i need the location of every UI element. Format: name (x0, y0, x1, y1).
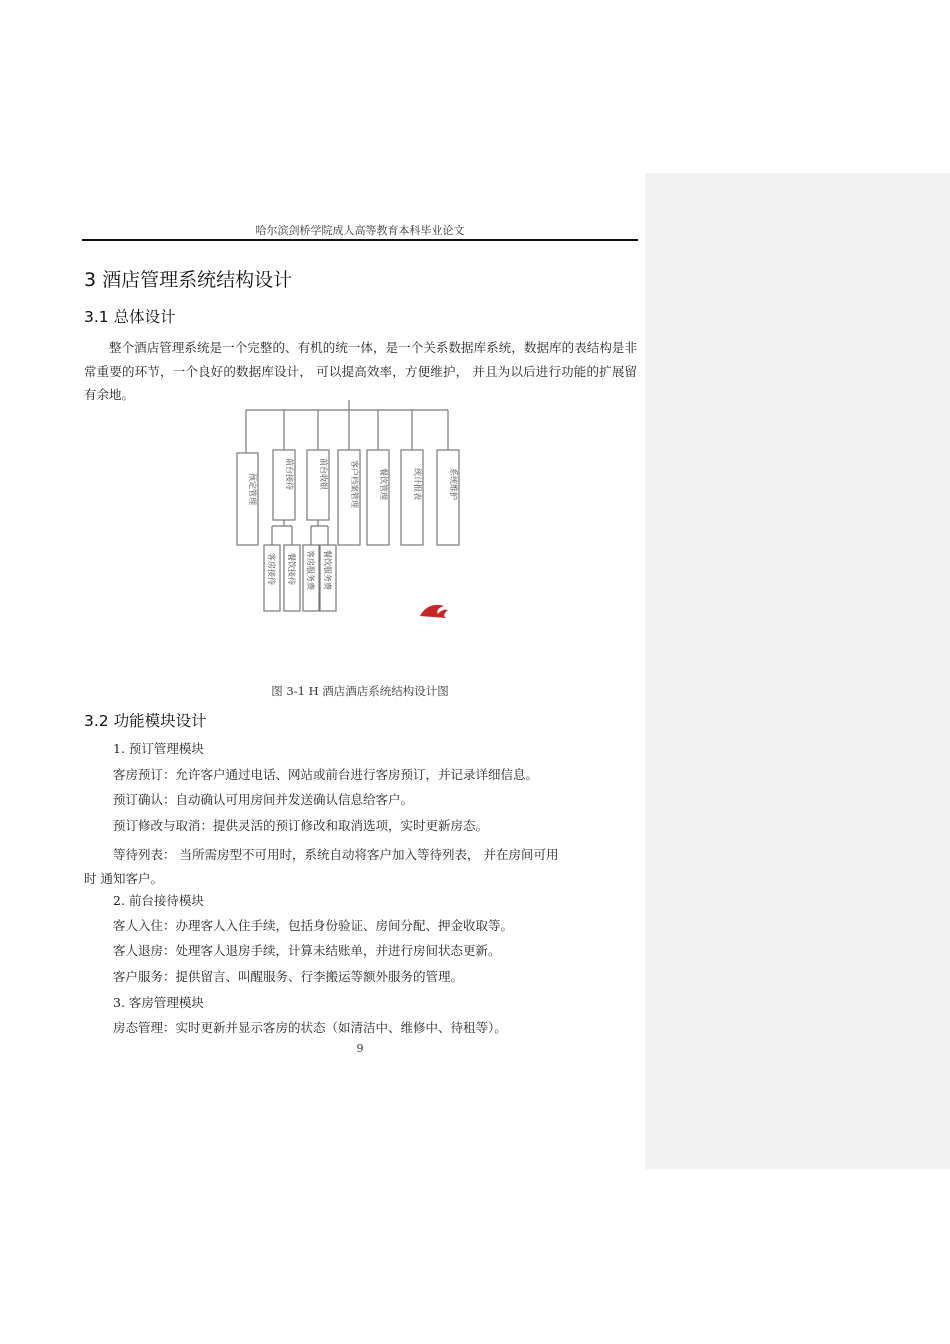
red-flame-watermark (420, 605, 448, 618)
item-title-booking: 1. 预订管理模块 (113, 741, 204, 756)
comment-pane (645, 173, 950, 1169)
text-line: 客房预订：允许客户通过电话、网站或前台进行客房预订，并记录详细信息。 (113, 767, 539, 782)
text-line: 客户服务：提供留言、叫醒服务、行李搬运等额外服务的管理。 (113, 969, 464, 984)
text-line: 房态管理：实时更新并显示客房的状态（如清洁中、维修中、待租等）。 (113, 1020, 507, 1035)
text-line-waitlist: 等待列表： 当所需房型不可用时，系统自动将客户加入等待列表， 并在房间可用 (113, 847, 559, 862)
module-label-statistics: 统计报表 (413, 468, 422, 500)
module-label-cashier: 前台收银 (319, 458, 328, 490)
overview-paragraph: 整个酒店管理系统是一个完整的、有机的统一体，是一个关系数据库系统，数据库的表结构是非常重要的环节，一个良好的数据库设计， 可以提高效率，方便维护， 并且为以后进行功能的扩展留有余地。 (84, 340, 637, 402)
chapter-title: 3 酒店管理系统结构设计 (84, 269, 293, 291)
page-header: 哈尔滨剑桥学院成人高等教育本科毕业论文 (255, 224, 465, 237)
page-number: 9 (356, 1042, 364, 1055)
header-rule (82, 239, 638, 241)
module-label-maintenance: 系统维护 (449, 468, 458, 500)
figure-caption: 图 3-1 H 酒店酒店系统结构设计图 (271, 684, 449, 698)
section-title-3-2: 3.2 功能模块设计 (84, 712, 207, 730)
item-title-reception: 2. 前台接待模块 (113, 893, 204, 908)
text-line: 客人入住：办理客人入住手续，包括身份验证、房间分配、押金收取等。 (113, 918, 514, 933)
submodule-label-room-reception: 客房接待 (267, 553, 276, 585)
system-structure-diagram (232, 398, 467, 623)
module-label-booking: 预定管理 (248, 473, 257, 505)
text-line: 客人退房：处理客人退房手续，计算未结账单，并进行房间状态更新。 (113, 943, 501, 958)
item-title-room-management: 3. 客房管理模块 (113, 995, 204, 1010)
section-title-3-1: 3.1 总体设计 (84, 308, 176, 326)
text-line-waitlist-cont: 时 通知客户。 (84, 871, 163, 886)
submodule-label-room-fee: 客房服务费 (306, 550, 315, 590)
submodule-label-catering-fee: 餐饮服务费 (323, 550, 332, 590)
module-label-catering: 餐饮管理 (379, 468, 388, 500)
module-label-reception: 前台接待 (285, 458, 294, 490)
module-label-customer-records: 客户档案管理 (350, 460, 359, 508)
text-line: 预订修改与取消：提供灵活的预订修改和取消选项，实时更新房态。 (113, 818, 489, 833)
text-line: 预订确认：自动确认可用房间并发送确认信息给客户。 (113, 792, 414, 807)
submodule-label-catering-reception: 餐饮接待 (287, 553, 296, 585)
